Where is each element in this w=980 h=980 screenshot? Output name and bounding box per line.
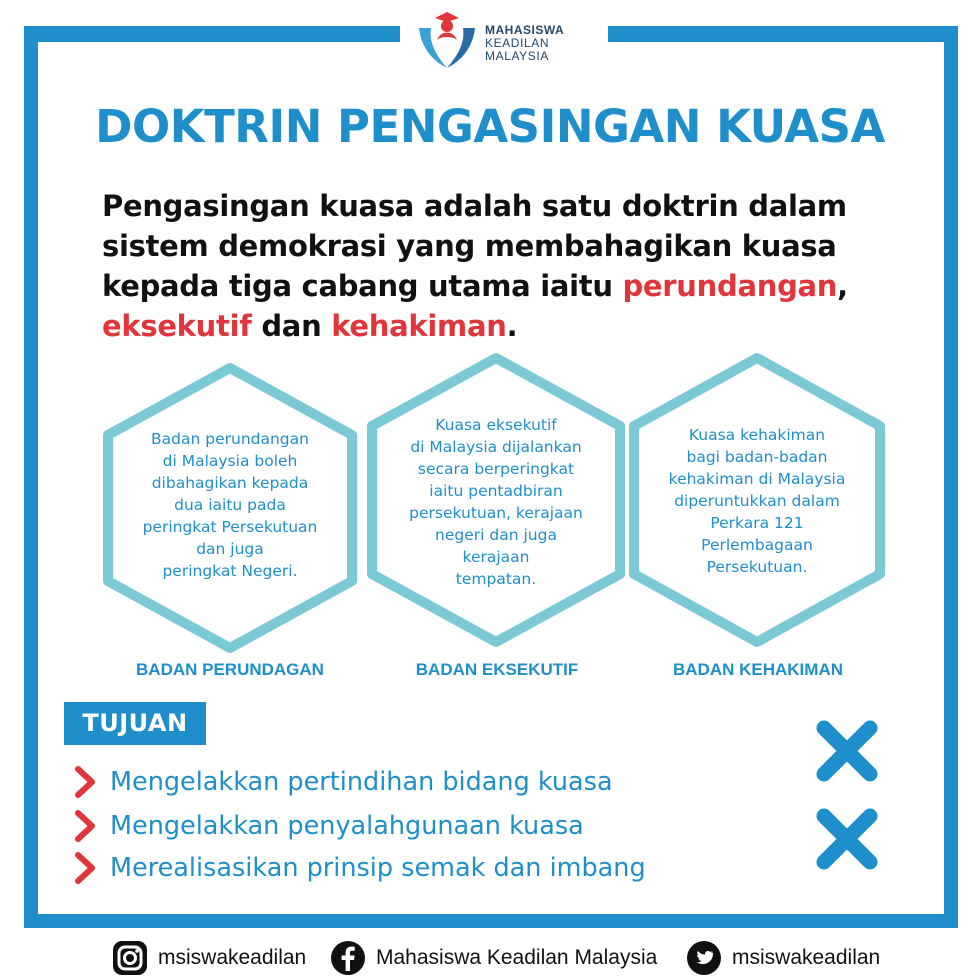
twitter-text: msiswakeadilan: [732, 946, 881, 969]
goal-text: Mengelakkan penyalahgunaan kuasa: [110, 811, 584, 841]
brand-logo: [413, 10, 603, 72]
label-perundangan: BADAN PERUNDAGAN: [136, 660, 324, 679]
label-eksekutif: BADAN EKSEKUTIF: [415, 660, 579, 679]
term-perundangan: perundangan: [622, 269, 838, 303]
page-title: DOKTRIN PENGASINGAN KUASA: [95, 100, 885, 153]
hexagon-text: [378, 414, 614, 590]
text-line: secara berperingkat: [417, 460, 575, 478]
brand-line2: KEADILAN: [485, 36, 550, 50]
text-line: tempatan.: [455, 570, 537, 588]
text-line: bagi badan-badan: [686, 448, 828, 466]
text-line: dibahagikan kepada: [151, 474, 309, 492]
goal-item: [72, 806, 584, 846]
text-line: dan juga: [196, 540, 264, 558]
chevron-right-icon: [72, 765, 98, 799]
label-kehakiman: BADAN KEHAKIMAN: [673, 660, 843, 679]
text-line: iaitu pentadbiran: [429, 482, 563, 500]
intro-sep2: dan: [251, 309, 332, 343]
hexagon-text: [640, 424, 874, 578]
instagram-text: msiswakeadilan: [158, 946, 307, 969]
facebook-text: Mahasiswa Keadilan Malaysia: [376, 946, 658, 969]
text-line: peringkat Persekutuan: [142, 518, 318, 536]
instagram-handle[interactable]: [112, 940, 306, 976]
hexagon-kehakiman: [626, 352, 888, 648]
brand-line3: MALAYSIA: [485, 49, 549, 63]
facebook-page[interactable]: [330, 940, 657, 976]
chevron-right-icon: [72, 851, 98, 885]
text-line: peringkat Negeri.: [162, 562, 298, 580]
facebook-icon: [330, 940, 366, 976]
text-line: Kuasa eksekutif: [435, 416, 557, 434]
x-icon: [812, 804, 882, 874]
tujuan-heading: TUJUAN: [64, 702, 206, 745]
term-kehakiman: kehakiman: [331, 309, 507, 343]
text-line: dua iaitu pada: [174, 496, 286, 514]
intro-paragraph: [102, 186, 902, 346]
text-line: kerajaan: [462, 548, 530, 566]
goal-text: Mengelakkan pertindihan bidang kuasa: [110, 767, 613, 797]
goal-item: [72, 848, 646, 888]
hexagon-perundangan: [100, 362, 360, 654]
hexagon-text: [114, 428, 346, 582]
intro-text: Pengasingan kuasa adalah satu doktrin dalam sistem demokrasi yang membahagikan kuasa kepada tiga cabang utama iaitu: [102, 189, 847, 303]
text-line: diperuntukkan dalam: [674, 492, 840, 510]
text-line: di Malaysia boleh: [162, 452, 298, 470]
hexagon-eksekutif: [364, 352, 628, 648]
goal-text: Merealisasikan prinsip semak dan imbang: [110, 853, 646, 883]
x-icon: [812, 716, 882, 786]
brand-name: [485, 24, 564, 63]
chevron-right-icon: [72, 809, 98, 843]
social-footer: [0, 936, 980, 980]
text-line: negeri dan juga: [435, 526, 557, 544]
twitter-handle[interactable]: [686, 940, 880, 976]
brand-line1: MAHASISWA: [485, 23, 565, 37]
instagram-icon: [112, 940, 148, 976]
text-line: Persekutuan.: [706, 558, 808, 576]
text-line: Badan perundangan: [151, 430, 309, 448]
logo-icon: [413, 10, 481, 72]
term-eksekutif: eksekutif: [102, 309, 252, 343]
intro-end: .: [506, 309, 518, 343]
intro-sep1: ,: [837, 269, 848, 303]
text-line: persekutuan, kerajaan: [409, 504, 583, 522]
text-line: Perlembagaan: [701, 536, 813, 554]
twitter-icon: [686, 940, 722, 976]
text-line: Kuasa kehakiman: [688, 426, 826, 444]
text-line: Perkara 121: [710, 514, 804, 532]
text-line: kehakiman di Malaysia: [668, 470, 846, 488]
goal-item: [72, 762, 613, 802]
text-line: di Malaysia dijalankan: [410, 438, 582, 456]
